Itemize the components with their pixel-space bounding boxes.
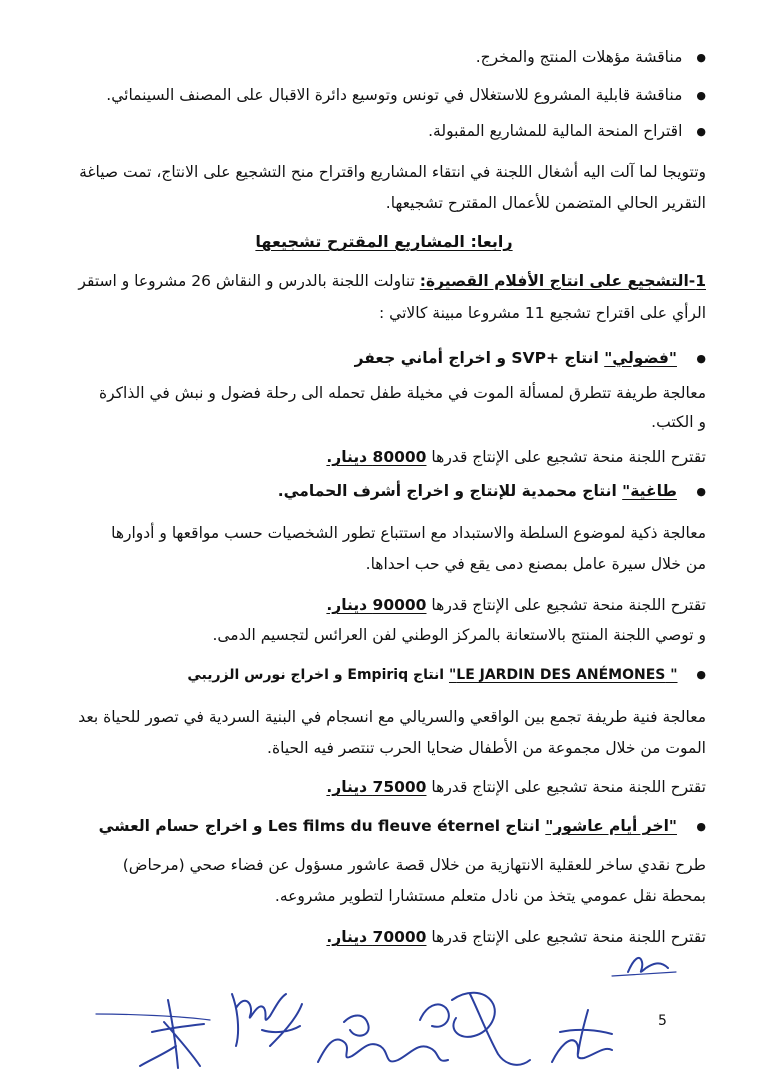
project-credits: انتاج محمدية للإنتاج و اخراج أشرف الحمامي. — [277, 482, 617, 500]
subsection-title: 1-التشجيع على انتاج الأفلام القصيرة: — [419, 272, 706, 290]
project-description: من خلال سيرة عامل بمصنع دمى يقع في حب احداها. — [365, 555, 706, 573]
project-description: معالجة فنية طريفة تجمع بين الواقعي والسريالي مع انسجام في البنية السردية في تصور للحياة بعد — [78, 708, 706, 726]
intro-line-1: وتتويجا لما آلت اليه أشغال اللجنة في انتقاء المشاريع واقتراح منح التشجيع على الانتاج، تمت صياغة — [79, 163, 706, 181]
signature-3 — [318, 1039, 448, 1062]
project-title-line — [99, 815, 706, 839]
subsection-text: تناولت اللجنة بالدرس و النقاش 26 مشروعا و استقر — [78, 272, 415, 290]
project-title: " LE JARDIN DES ANÉMONES" — [448, 667, 678, 683]
project-grant: تقترح اللجنة منحة تشجيع على الإنتاج قدرها 75000 دينار. — [326, 778, 706, 796]
grant-amount: 70000 دينار. — [326, 928, 427, 946]
list-item: ● اقتراح المنحة المالية للمشاريع المقبولة. — [428, 120, 706, 144]
signature-initial-top — [628, 958, 668, 972]
project-description: الموت من خلال مجموعة من الأطفال ضحايا الحرب تنتصر فيه الحياة. — [267, 739, 706, 757]
project-description: معالجة طريفة تتطرق لمسألة الموت في مخيلة طفل تحمله الى رحلة فضول و نبش في الذاكرة — [99, 384, 706, 402]
project-description: و الكتب. — [651, 413, 706, 431]
intro-line-2: التقرير الحالي المتضمن للأعمال المقترح تشجيعها. — [385, 194, 706, 212]
project-credits: انتاج +SVP و اخراج أماني جعفر — [354, 349, 599, 367]
grant-amount: 90000 دينار. — [326, 596, 427, 614]
project-credits: انتاج Empiriq و اخراج نورس الزريبي — [187, 667, 445, 683]
project-title: طاغية" — [622, 482, 677, 500]
project-title: "فضولي" — [604, 349, 677, 367]
project-description: بمحطة نقل عمومي يتخذ من نادل متعلم مستشارا لتطوير مشروعه. — [274, 887, 706, 905]
project-title-line — [278, 480, 706, 504]
project-grant: تقترح اللجنة منحة تشجيع على الإنتاج قدرها 80000 دينار. — [326, 448, 706, 466]
signatures — [0, 950, 768, 1086]
signature-2 — [232, 994, 302, 1046]
grant-amount: 80000 دينار. — [326, 448, 427, 466]
project-title: "اخر أيام عاشور" — [545, 817, 677, 835]
subsection-line-1 — [78, 270, 706, 292]
project-grant: تقترح اللجنة منحة تشجيع على الإنتاج قدرها 90000 دينار. — [326, 596, 706, 614]
project-title-line — [187, 664, 706, 687]
project-note: و توصي اللجنة المنتج بالاستعانة بالمركز الوطني لفن العرائس لتجسيم الدمى. — [212, 626, 706, 644]
signature-4 — [552, 1010, 612, 1062]
subsection-line-2: الرأي على اقتراح تشجيع 11 مشروعا مبينة كالاتي : — [379, 304, 706, 322]
list-item: ● مناقشة مؤهلات المنتج والمخرج. — [476, 46, 706, 70]
project-title-line — [355, 347, 706, 371]
grant-amount: 75000 دينار. — [326, 778, 427, 796]
project-credits: انتاج Les films du fleuve éternel و اخراج حسام العشي — [98, 817, 540, 835]
signature-1 — [140, 1000, 204, 1068]
project-description: معالجة ذكية لموضوع السلطة والاستبداد مع استتباع تطور الشخصيات حسب مواقعها و أدوارها — [111, 524, 706, 542]
list-item: ● مناقشة قابلية المشروع للاستغلال في تونس وتوسيع دائرة الاقبال على المصنف السينمائي. — [106, 84, 706, 108]
project-description: طرح نقدي ساخر للعقلية الانتهازية من خلال قصة عاشور مسؤول عن فضاء صحي (مرحاض) — [122, 856, 706, 874]
page-number: 5 — [658, 1013, 667, 1029]
project-grant: تقترح اللجنة منحة تشجيع على الإنتاج قدرها 70000 دينار. — [326, 928, 706, 946]
section-heading: رابعا: المشاريع المقترح تشجيعها — [255, 232, 513, 251]
